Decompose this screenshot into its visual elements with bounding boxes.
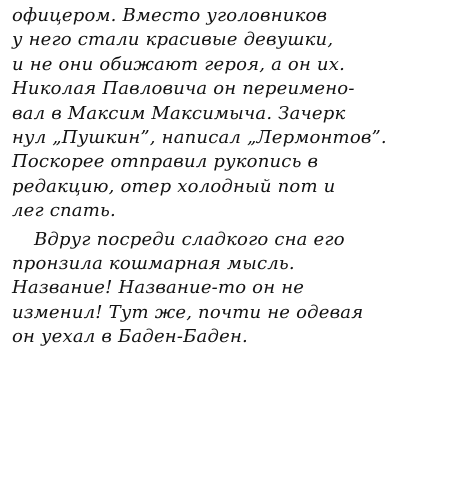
text-line: у него стали красивые девушки, [12, 29, 334, 51]
text-line: Название! Название-то он не [12, 277, 305, 299]
handwritten-text [12, 4, 456, 350]
text-line: он уехал в Баден-Баден. [12, 326, 248, 348]
text-line: пронзила кошмарная мысль. [12, 253, 295, 275]
text-line: редакцию, отер холодный пот и [12, 175, 336, 197]
text-line: офицером. Вместо уголовников [12, 5, 328, 26]
text-line: лег спать. [12, 200, 116, 222]
text-line: и не они обижают героя, а он их. [12, 53, 346, 75]
text-line: Николая Павловича он переимено- [12, 78, 355, 100]
text-line: Поскорее отправил рукопись в [12, 151, 319, 173]
text-line: изменил! Тут же, почти не одевая [12, 301, 364, 323]
text-line: Вдруг посреди сладкого сна его [34, 228, 345, 250]
text-line: вал в Максим Максимыча. Зачерк [12, 102, 346, 124]
text-line: нул „Пушкин”, написал „Лермонтов”. [12, 127, 387, 149]
